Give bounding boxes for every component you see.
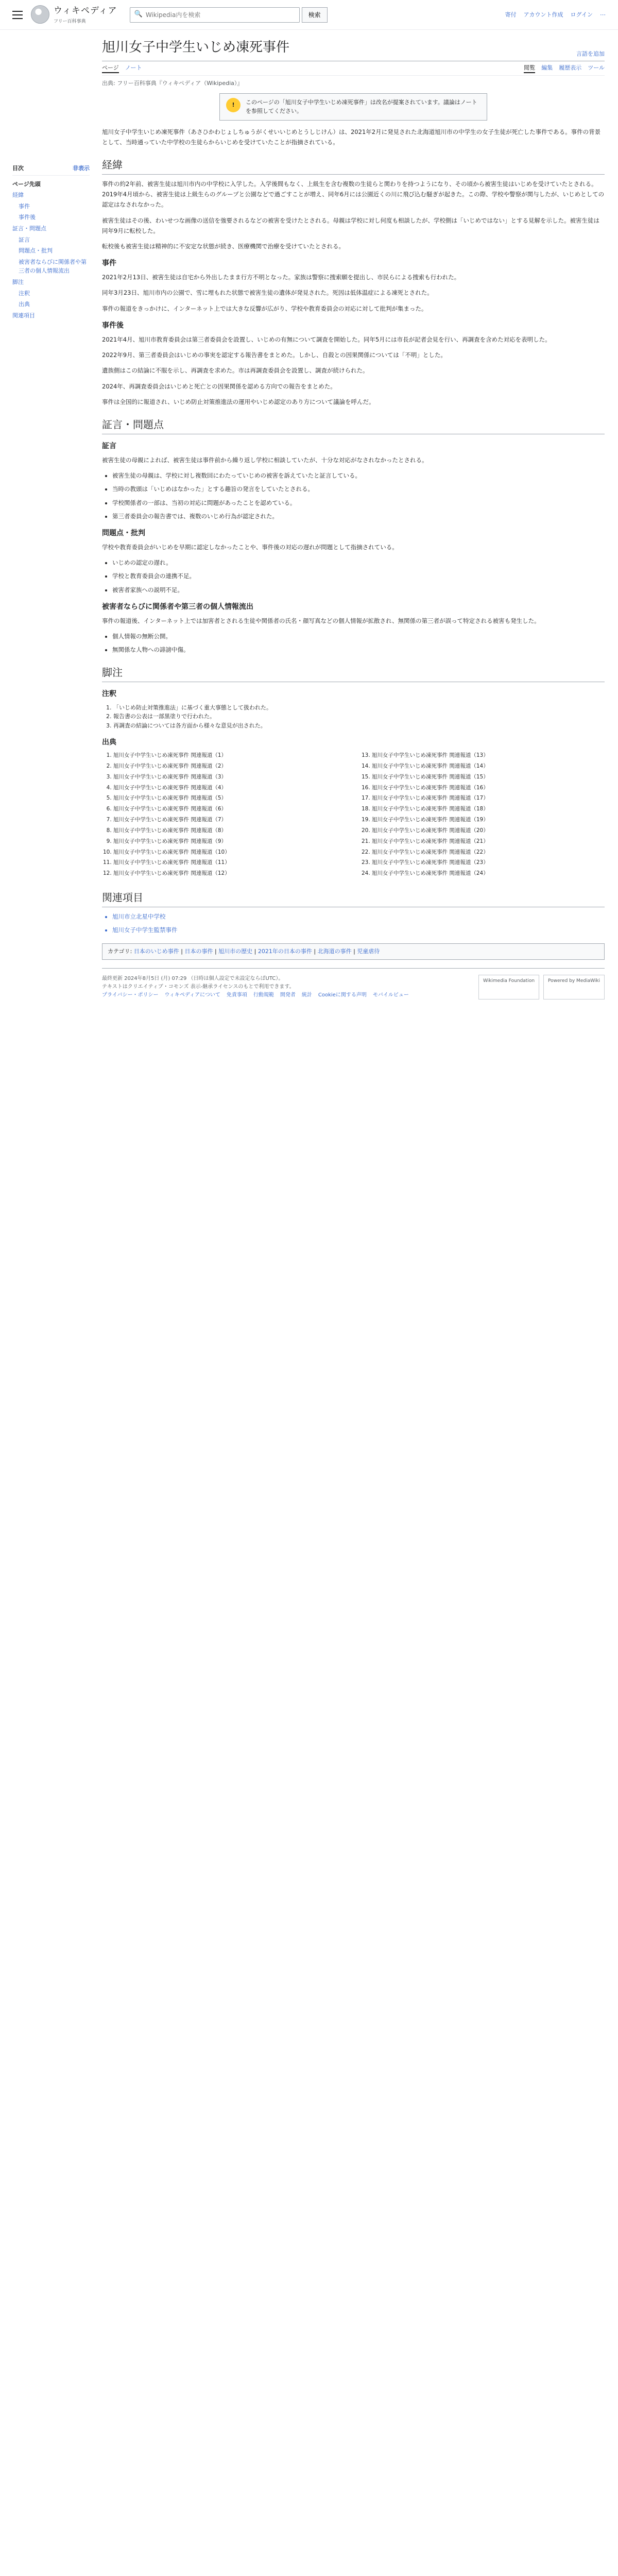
paragraph: 同年3月23日、旭川市内の公園で、雪に埋もれた状態で被害生徒の遺体が発見された。死因は低体温症による凍死とされた。	[102, 289, 433, 297]
paragraph: 事件は全国的に報道され、いじめ防止対策推進法の運用やいじめ認定のあり方について議論を呼んだ。	[102, 398, 375, 405]
reference-item[interactable]: 2. 旭川女子中学生いじめ凍死事件 関連報道（2）	[113, 762, 346, 771]
reference-item[interactable]: 16. 旭川女子中学生いじめ凍死事件 関連報道（16）	[372, 784, 605, 793]
logo-title: ウィキペディア	[54, 5, 117, 16]
footer-link[interactable]: 開発者	[280, 992, 296, 998]
reference-item[interactable]: 4. 旭川女子中学生いじめ凍死事件 関連報道（4）	[113, 784, 346, 793]
tab-tools[interactable]: ツール	[588, 64, 605, 71]
reference-item[interactable]: 10. 旭川女子中学生いじめ凍死事件 関連報道（10）	[113, 848, 346, 857]
related-link[interactable]: • 旭川市立北星中学校	[112, 911, 605, 922]
toc-item[interactable]: 証言	[19, 236, 30, 243]
list-item: • 学校と教育委員会の連携不足。	[112, 571, 605, 581]
footer-link[interactable]: 行動規範	[253, 992, 274, 998]
notice-icon: !	[226, 98, 241, 112]
wikipedia-globe-icon	[31, 5, 49, 24]
page-source-note: 出典: フリー百科事典『ウィキペディア（Wikipedia）』	[102, 80, 243, 87]
reference-item[interactable]: 18. 旭川女子中学生いじめ凍死事件 関連報道（18）	[372, 805, 605, 814]
toc-item[interactable]: 関連項目	[12, 312, 35, 319]
paragraph: 事件の報道をきっかけに、インターネット上では大きな反響が広がり、学校や教育委員会の対応に対して批判が集まった。	[102, 304, 427, 312]
license-note: テキストはクリエイティブ・コモンズ 表示-継承ライセンスのもとで利用できます。	[102, 984, 295, 990]
subsection-heading: 出典	[102, 738, 116, 747]
note-item: 3. 再調査の結論については各方面から様々な意見が出された。	[113, 721, 605, 731]
tab-page[interactable]: ページ	[102, 63, 119, 74]
paragraph: 被害生徒の母親によれば、被害生徒は事件前から繰り返し学校に相談していたが、十分な対応がなされなかったとされる。	[102, 456, 428, 464]
category-link[interactable]: 2021年の日本の事件	[258, 948, 312, 955]
search-button[interactable]: 検索	[302, 7, 328, 23]
reference-item[interactable]: 9. 旭川女子中学生いじめ凍死事件 関連報道（9）	[113, 837, 346, 846]
category-label[interactable]: カテゴリ	[108, 948, 130, 955]
category-box: カテゴリ: 日本のいじめ事件 | 日本の事件 | 旭川市の歴史 | 2021年の日本の事件 | 北海道の事件 | 児童虐待	[102, 943, 605, 960]
paragraph: 2021年2月13日、被害生徒は自宅から外出したまま行方不明となった。家族は警察に捜索願を提出し、市民らによる捜索も行われた。	[102, 274, 460, 281]
note-item: 1. 「いじめ防止対策推進法」に基づく重大事態として扱われた。	[113, 703, 605, 713]
tab-read[interactable]: 閲覧	[524, 63, 535, 74]
toc-item[interactable]: 被害者ならびに関係者や第三者の個人情報流出	[19, 258, 87, 275]
category-link[interactable]: 北海道の事件	[317, 948, 352, 955]
bullet-list	[102, 631, 605, 655]
paragraph: 学校や教育委員会がいじめを早期に認定しなかったことや、事件後の対応の遅れが問題として指摘されている。	[102, 544, 398, 551]
toc-item[interactable]: 事件後	[19, 214, 36, 221]
reference-item[interactable]: 23. 旭川女子中学生いじめ凍死事件 関連報道（23）	[372, 858, 605, 868]
wikimedia-badge[interactable]: Wikimedia Foundation	[478, 975, 539, 999]
list-item: • 被害生徒の母親は、学校に対し複数回にわたっていじめの被害を訴えていたと証言している。	[112, 470, 605, 481]
list-item: • 当時の教頭は「いじめはなかった」とする趣旨の発言をしていたとされる。	[112, 484, 605, 494]
section-heading: 関連項目	[102, 889, 605, 907]
reference-item[interactable]: 24. 旭川女子中学生いじめ凍死事件 関連報道（24）	[372, 869, 605, 878]
subsection-heading: 注釈	[102, 690, 116, 699]
paragraph: 2022年9月、第三者委員会はいじめの事実を認定する報告書をまとめた。しかし、自殺との因果関係については「不明」とした。	[102, 351, 447, 359]
site-logo[interactable]	[31, 4, 117, 26]
footer-link[interactable]: 統計	[301, 992, 312, 998]
reference-item[interactable]: 17. 旭川女子中学生いじめ凍死事件 関連報道（17）	[372, 794, 605, 803]
reference-item[interactable]: 22. 旭川女子中学生いじめ凍死事件 関連報道（22）	[372, 848, 605, 857]
related-list	[102, 911, 605, 935]
subsection-heading: 問題点・批判	[102, 529, 145, 537]
bullet-list	[102, 557, 605, 595]
reference-item[interactable]: 1. 旭川女子中学生いじめ凍死事件 関連報道（1）	[113, 751, 346, 760]
reference-item[interactable]: 21. 旭川女子中学生いじめ凍死事件 関連報道（21）	[372, 837, 605, 846]
toc-item[interactable]: 事件	[19, 202, 30, 210]
references-list	[102, 751, 605, 880]
site-header	[0, 0, 618, 30]
toc-title: 目次	[12, 165, 24, 172]
main-content	[90, 30, 605, 1006]
list-item: • 個人情報の無断公開。	[112, 631, 605, 641]
donate-link[interactable]: 寄付	[505, 11, 517, 18]
section-heading: 証言・問題点	[102, 416, 605, 434]
subsection-heading: 事件後	[102, 321, 124, 330]
toc-item[interactable]: 注釈	[19, 290, 30, 297]
toc-item[interactable]: 出典	[19, 301, 30, 308]
related-link[interactable]: • 旭川女子中学生監禁事件	[112, 925, 605, 935]
list-item: • いじめの認定の遅れ。	[112, 557, 605, 568]
add-language-button[interactable]: 言語を追加	[576, 50, 605, 57]
search-icon: 🔍	[134, 10, 143, 19]
paragraph: 2024年、再調査委員会はいじめと死亡との因果関係を認める方向での報告をまとめた。	[102, 382, 336, 390]
note-item: 2. 報告書の公表は一部黒塗りで行われた。	[113, 712, 605, 721]
category-link[interactable]: 日本の事件	[184, 948, 213, 955]
list-item: • 被害者家族への説明不足。	[112, 585, 605, 595]
last-edit-note: 最終更新 2024年8月5日 (月) 07:29 （日時は個人設定で未設定ならばUTC）。	[102, 975, 284, 981]
toc-hide-button[interactable]: 非表示	[73, 165, 90, 172]
footer-link[interactable]: Cookieに関する声明	[318, 992, 367, 998]
notes-list	[102, 703, 605, 731]
paragraph: 事件の報道後、インターネット上では加害者とされる生徒や関係者の氏名・顔写真などの個人情報が拡散され、無関係の第三者が誤って特定される被害も発生した。	[102, 617, 540, 625]
login-link[interactable]: ログイン	[570, 11, 593, 18]
more-icon[interactable]: ⋯	[600, 11, 606, 18]
paragraph: 事件の約2年前、被害生徒は旭川市内の中学校に入学した。入学後間もなく、上級生を含む複数の生徒らと関わりを持つようになり、その頃から被害生徒はいじめを受けていたとされる。2019年4月頃から、被害生徒は上級生らのグループと公園などで過ごすことが増え、同年6月には公園近くの川に飛び込む騒ぎが起きた。この際、学校や警察が関与したが、いじめとしての認定はなされなかった。	[102, 180, 605, 209]
list-item: • 第三者委員会の報告書では、複数のいじめ行為が認定された。	[112, 511, 605, 521]
subsection-heading: 事件	[102, 259, 116, 267]
rename-notice	[219, 93, 487, 121]
reference-item[interactable]: 7. 旭川女子中学生いじめ凍死事件 関連報道（7）	[113, 816, 346, 825]
tab-history[interactable]: 履歴表示	[559, 64, 582, 71]
main-menu-icon[interactable]	[12, 11, 23, 19]
paragraph: 被害生徒はその後、わいせつな画像の送信を強要されるなどの被害を受けたとされる。母親は学校に対し何度も相談したが、学校側は「いじめではない」とする見解を示した。被害生徒は同年9月に転校した。	[102, 216, 599, 234]
list-item: • 無関係な人物への誹謗中傷。	[112, 645, 605, 655]
page-title: 旭川女子中学生いじめ凍死事件	[102, 40, 290, 55]
reference-item[interactable]: 19. 旭川女子中学生いじめ凍死事件 関連報道（19）	[372, 816, 605, 825]
toc-item[interactable]: 経緯	[12, 192, 24, 199]
category-link[interactable]: 日本のいじめ事件	[133, 948, 179, 955]
category-link[interactable]: 児童虐待	[357, 948, 380, 955]
reference-item[interactable]: 5. 旭川女子中学生いじめ凍死事件 関連報道（5）	[113, 794, 346, 803]
paragraph: 遺族側はこの結論に不服を示し、再調査を求めた。市は再調査委員会を設置し、調査が続けられた。	[102, 367, 369, 375]
search-box	[130, 7, 300, 23]
section-heading: 脚注	[102, 664, 605, 682]
bullet-list	[102, 470, 605, 521]
footer-link[interactable]: ウィキペディアについて	[164, 992, 220, 998]
toc-sidebar	[12, 30, 90, 1006]
footer-link[interactable]: モバイルビュー	[372, 992, 409, 998]
reference-item[interactable]: 20. 旭川女子中学生いじめ凍死事件 関連報道（20）	[372, 826, 605, 836]
page-tabs	[102, 61, 605, 76]
footer-link[interactable]: 免責事項	[226, 992, 247, 998]
notice-text: このページの「旭川女子中学生いじめ凍死事件」は改名が提案されています。議論はノートを参照してください。	[246, 98, 477, 115]
reference-item[interactable]: 6. 旭川女子中学生いじめ凍死事件 関連報道（6）	[113, 805, 346, 814]
create-account-link[interactable]: アカウント作成	[523, 11, 563, 18]
logo-subtitle: フリー百科事典	[54, 19, 86, 24]
paragraph: 転校後も被害生徒は精神的に不安定な状態が続き、医療機関で治療を受けていたとされる。	[102, 242, 345, 250]
page-footer	[102, 968, 605, 1006]
tab-talk[interactable]: ノート	[125, 64, 142, 71]
section-heading: 経緯	[102, 157, 605, 175]
reference-item[interactable]: 15. 旭川女子中学生いじめ凍死事件 関連報道（15）	[372, 773, 605, 782]
list-item: • 学校関係者の一部は、当初の対応に問題があったことを認めている。	[112, 498, 605, 508]
category-link[interactable]: 旭川市の歴史	[218, 948, 253, 955]
reference-item[interactable]: 8. 旭川女子中学生いじめ凍死事件 関連報道（8）	[113, 826, 346, 836]
toc-item[interactable]: 脚注	[12, 278, 24, 285]
search-input[interactable]	[146, 11, 295, 19]
reference-item[interactable]: 12. 旭川女子中学生いじめ凍死事件 関連報道（12）	[113, 869, 346, 878]
subsection-heading: 被害者ならびに関係者や第三者の個人情報流出	[102, 602, 253, 611]
reference-item[interactable]: 3. 旭川女子中学生いじめ凍死事件 関連報道（3）	[113, 773, 346, 782]
footer-link[interactable]: プライバシー・ポリシー	[102, 992, 159, 998]
toc-item[interactable]: ページ先頭	[12, 180, 41, 188]
toc-item[interactable]: 証言・問題点	[12, 225, 46, 232]
reference-item[interactable]: 11. 旭川女子中学生いじめ凍死事件 関連報道（11）	[113, 858, 346, 868]
paragraph: 2021年4月、旭川市教育委員会は第三者委員会を設置し、いじめの有無について調査を開始した。同年5月には市長が記者会見を行い、再調査を含めた対応を表明した。	[102, 336, 551, 344]
toc-item[interactable]: 問題点・批判	[19, 247, 53, 255]
subsection-heading: 証言	[102, 442, 116, 450]
intro-paragraph: 旭川女子中学生いじめ凍死事件（あさひかわじょしちゅうがくせいいじめとうしじけん）は、2021年2月に発見された北海道旭川市の中学生の女子生徒が死亡した事件である。事件の背景として、当時通っていた中学校の生徒らからいじめを受けていたことが指摘されている。	[102, 128, 601, 146]
reference-item[interactable]: 13. 旭川女子中学生いじめ凍死事件 関連報道（13）	[372, 751, 605, 760]
reference-item[interactable]: 14. 旭川女子中学生いじめ凍死事件 関連報道（14）	[372, 762, 605, 771]
tab-edit[interactable]: 編集	[541, 64, 553, 71]
table-of-contents	[12, 164, 90, 321]
mediawiki-badge[interactable]: Powered by MediaWiki	[543, 975, 605, 999]
